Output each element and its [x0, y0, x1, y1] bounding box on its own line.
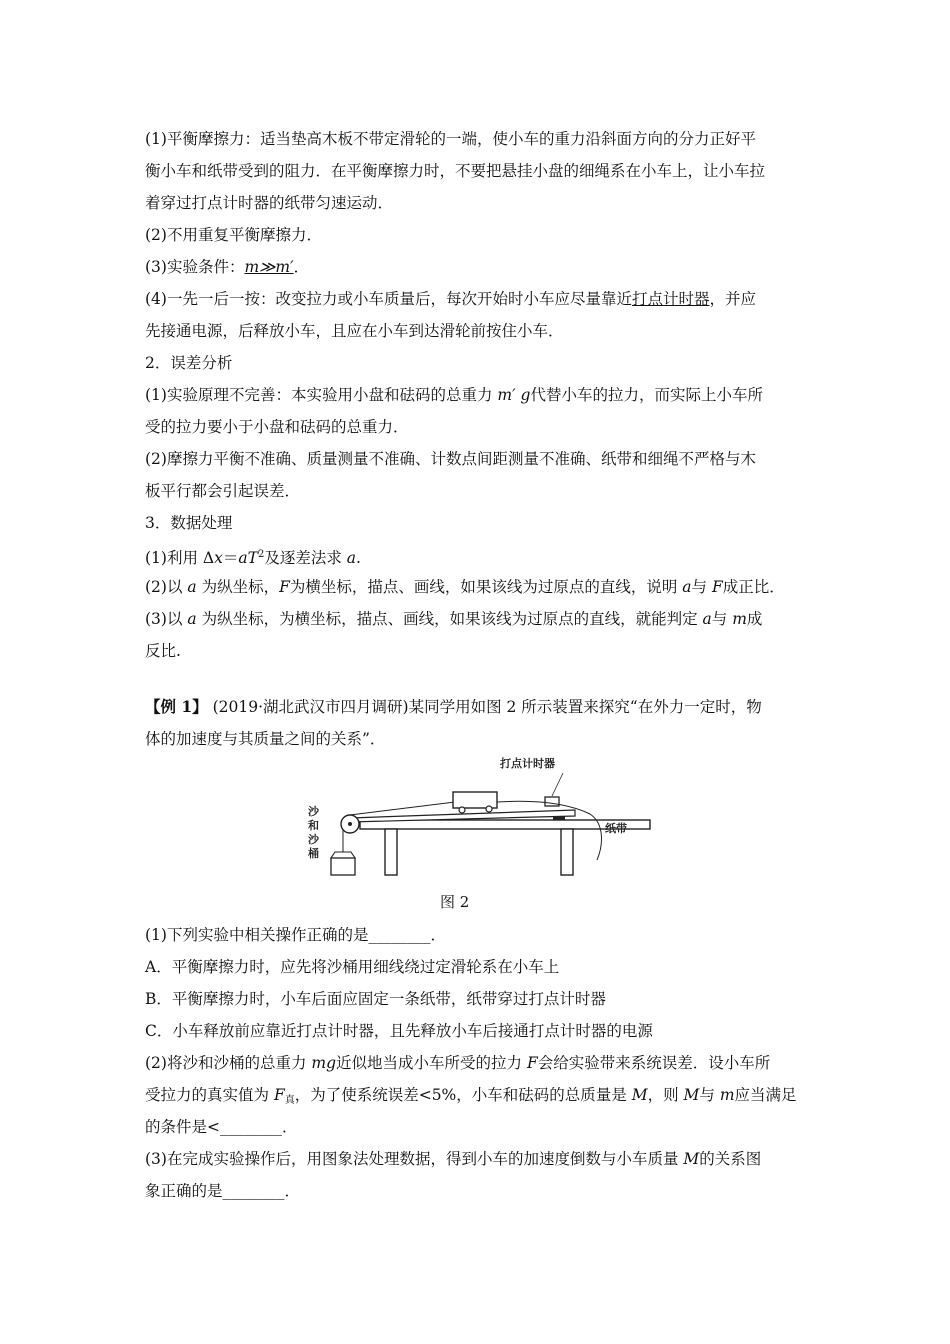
table-leg-right: [561, 829, 573, 875]
string-horizontal: [350, 802, 455, 815]
cart-wheel-left: [459, 807, 465, 813]
cart: [453, 792, 497, 808]
experiment-condition: m≫m′: [244, 258, 294, 276]
s3-p1: (1)利用 $\Delta x=aT^2$及逐差法求 a.: [145, 549, 361, 567]
question-2-line2: 受拉力的真实值为 $F_真$，为了使系统误差<5%，小车和砝码的总质量是 M，则 M与 m应当满足: [145, 1086, 797, 1106]
pulley-axle: [348, 822, 352, 826]
example-label: 【例 1】: [145, 697, 208, 716]
cart-wheel-right: [486, 806, 492, 812]
apparatus-figure: [305, 740, 655, 880]
s3-p2: (2)以 a 为纵坐标，F为横坐标，描点、画线，如果该线为过原点的直线，说明 a与 F成正比．: [145, 578, 785, 596]
s1-p4-line1: (4)一先一后一按：改变拉力或小车质量后，每次开始时小车应尽量靠近打点计时器，并应: [145, 290, 756, 308]
label-sand-4: 桶: [308, 847, 319, 860]
support-block: [553, 816, 565, 820]
question-3-line2: 象正确的是________．: [145, 1182, 301, 1200]
s1-p1-line2: 衡小车和纸带受到的阻力．在平衡摩擦力时，不要把悬挂小盘的细绳系在小车上，让小车拉: [145, 162, 766, 180]
question-1: (1)下列实验中相关操作正确的是________．: [145, 926, 446, 944]
example-line2: 体的加速度与其质量之间的关系”．: [145, 730, 386, 748]
table-leg-left: [385, 829, 397, 875]
s1-p4-line2: 先接通电源，后释放小车，且应在小车到达滑轮前按住小车．: [145, 322, 564, 340]
label-timer: 打点计时器: [500, 757, 555, 770]
figure-caption: 图 2: [440, 893, 470, 911]
s2-p1-line1: (1)实验原理不完善：本实验用小盘和砝码的总重力 m′ g代替小车的拉力，而实际上小车所: [145, 386, 763, 404]
s3-p3-line1: (3)以 a 为纵坐标，为横坐标，描点、画线，如果该线为过原点的直线，就能判定 a与 m成: [145, 610, 763, 628]
label-sand-2: 和: [308, 819, 319, 832]
s2-p2-line2: 板平行都会引起误差．: [145, 482, 301, 500]
option-c: C．小车释放前应靠近打点计时器，且先释放小车后接通打点计时器的电源: [145, 1022, 653, 1040]
timer-leader: [552, 773, 563, 796]
s2-p2-line1: (2)摩擦力平衡不准确、质量测量不准确、计数点间距测量不准确、纸带和细绳不严格与木: [145, 450, 756, 468]
bucket-handle: [331, 852, 355, 858]
s2-p1-line2: 受的拉力要小于小盘和砝码的总重力．: [145, 418, 409, 436]
question-2-line3: 的条件是<________．: [145, 1118, 298, 1136]
s1-p1-line3: 着穿过打点计时器的纸带匀速运动．: [145, 194, 394, 212]
paper-tape: [497, 801, 601, 860]
question-3-line1: (3)在完成实验操作后，用图象法处理数据，得到小车的加速度倒数与小车质量 M的关系图: [145, 1150, 762, 1168]
label-tape: 纸带: [605, 822, 627, 835]
question-2-line1: (2)将沙和沙桶的总重力 mg近似地当成小车所受的拉力 F会给实验带来系统误差．设小车所: [145, 1054, 771, 1072]
section3-heading: 3．数据处理: [145, 514, 233, 532]
option-a: A．平衡摩擦力时，应先将沙桶用细线绕过定滑轮系在小车上: [145, 958, 560, 976]
s1-p2: (2)不用重复平衡摩擦力．: [145, 226, 322, 244]
s1-p1-line1: (1)平衡摩擦力：适当垫高木板不带定滑轮的一端，使小车的重力沿斜面方向的分力正好平: [145, 130, 756, 148]
label-sand-3: 沙: [308, 833, 319, 846]
s3-p3-line2: 反比.: [145, 642, 181, 660]
timer-underlined: 打点计时器: [631, 290, 710, 308]
s1-p3: (3)实验条件：m≫m′．: [145, 258, 310, 276]
example-line1: 【例 1】 (2019·湖北武汉市四月调研)某同学用如图 2 所示装置来探究“在外力一定时，物: [145, 697, 762, 716]
option-b: B．平衡摩擦力时，小车后面应固定一条纸带，纸带穿过打点计时器: [145, 990, 606, 1008]
timer: [545, 797, 559, 806]
section2-heading: 2．误差分析: [145, 354, 233, 372]
sand-bucket: [331, 858, 355, 875]
label-sand-1: 沙: [308, 805, 319, 818]
